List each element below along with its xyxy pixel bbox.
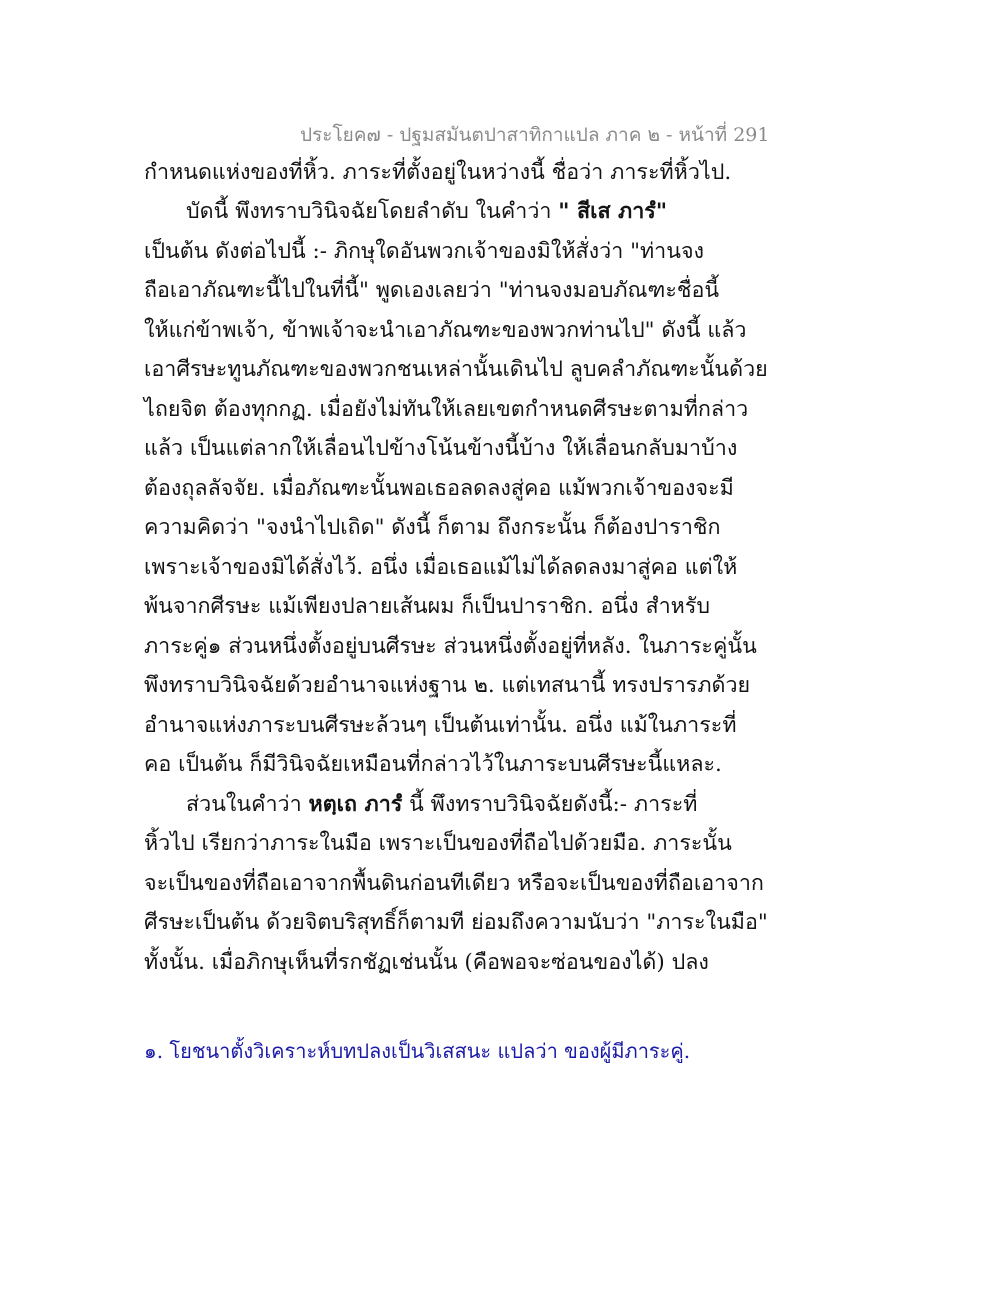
body-line-17-text-a: ส่วนในคำว่า	[186, 792, 309, 817]
body-line-5: ให้แก่ข้าพเจ้า, ข้าพเจ้าจะนำเอาภัณฑะของพวกท่านไป" ดังนี้ แล้ว	[144, 318, 747, 343]
body-line-2-text: บัดนี้ พึงทราบวินิจฉัยโดยลำดับ ในคำว่า	[186, 199, 559, 224]
pali-term-sise-bharam: " สีเส ภารํ"	[558, 199, 668, 224]
body-line-20: ศีรษะเป็นต้น ด้วยจิตบริสุทธิ์ก็ตามที ย่อมถึงความนับว่า "ภาระในมือ"	[144, 910, 768, 935]
pali-term-hatthe-bharam: หตฺเถ ภารํ	[308, 792, 403, 817]
body-line-9: ต้องถุลลัจจัย. เมื่อภัณฑะนั้นพอเธอลดลงสู่คอ แม้พวกเจ้าของจะมี	[144, 476, 734, 501]
body-line-15: อำนาจแห่งภาระบนศีรษะล้วนๆ เป็นต้นเท่านั้น. อนึ่ง แม้ในภาระที่	[144, 713, 737, 738]
body-line-3: เป็นต้น ดังต่อไปนี้ :- ภิกษุใดอันพวกเจ้าของมิให้สั่งว่า "ท่านจง	[144, 239, 705, 264]
body-line-13: ภาระคู่๑ ส่วนหนึ่งตั้งอยู่บนศีรษะ ส่วนหนึ่งตั้งอยู่ที่หลัง. ในภาระคู่นั้น	[144, 634, 757, 659]
body-line-8: แล้ว เป็นแต่ลากให้เลื่อนไปข้างโน้นข้างนี้บ้าง ให้เลื่อนกลับมาบ้าง	[144, 436, 738, 461]
body-line-14: พึงทราบวินิจฉัยด้วยอำนาจแห่งฐาน ๒. แต่เทสนานี้ ทรงปรารภด้วย	[144, 673, 751, 698]
body-line-6: เอาศีรษะทูนภัณฑะของพวกชนเหล่านั้นเดินไป ลูบคลำภัณฑะนั้นด้วย	[144, 357, 768, 382]
body-line-19: จะเป็นของที่ถือเอาจากพื้นดินก่อนทีเดียว หรือจะเป็นของที่ถือเอาจาก	[144, 871, 764, 896]
body-line-16: คอ เป็นต้น ก็มีวินิจฉัยเหมือนที่กล่าวไว้ในภาระบนศีรษะนี้แหละ.	[144, 752, 722, 777]
body-line-2	[186, 197, 667, 227]
body-line-21: ทั้งนั้น. เมื่อภิกษุเห็นที่รกชัฏเช่นนั้น (คือพอจะซ่อนของได้) ปลง	[144, 950, 709, 975]
body-line-12: พ้นจากศีรษะ แม้เพียงปลายเส้นผม ก็เป็นปาราชิก. อนึ่ง สำหรับ	[144, 594, 711, 619]
body-line-4: ถือเอาภัณฑะนี้ไปในที่นี้" พูดเองเลยว่า "ท่านจงมอบภัณฑะชื่อนี้	[144, 278, 720, 303]
body-line-7: ไถยจิต ต้องทุกกฏ. เมื่อยังไม่ทันให้เลยเขตกำหนดศีรษะตามที่กล่าว	[144, 397, 749, 422]
body-line-17-text-b: นี้ พึงทราบวินิจฉัยดังนี้:- ภาระที่	[402, 792, 698, 817]
body-line-10: ความคิดว่า "จงนำไปเถิด" ดังนี้ ก็ตาม ถึงกระนั้น ก็ต้องปาราชิก	[144, 515, 721, 540]
body-line-18: หิ้วไป เรียกว่าภาระในมือ เพราะเป็นของที่ถือไปด้วยมือ. ภาระนั้น	[144, 831, 732, 856]
page-header: ประโยค๗ - ปฐมสมันตปาสาทิกาแปล ภาค ๒ - หน้าที่ 291	[300, 124, 770, 146]
body-line-17	[186, 790, 697, 820]
body-line-1: กำหนดแห่งของที่หิ้ว. ภาระที่ตั้งอยู่ในหว่างนี้ ชื่อว่า ภาระที่หิ้วไป.	[144, 160, 732, 185]
footnote: ๑. โยชนาตั้งวิเคราะห์บทปลงเป็นวิเสสนะ แปลว่า ของผู้มีภาระคู่.	[144, 1039, 691, 1063]
body-line-11: เพราะเจ้าของมิได้สั่งไว้. อนึ่ง เมื่อเธอแม้ไม่ได้ลดลงมาสู่คอ แต่ให้	[144, 555, 738, 580]
